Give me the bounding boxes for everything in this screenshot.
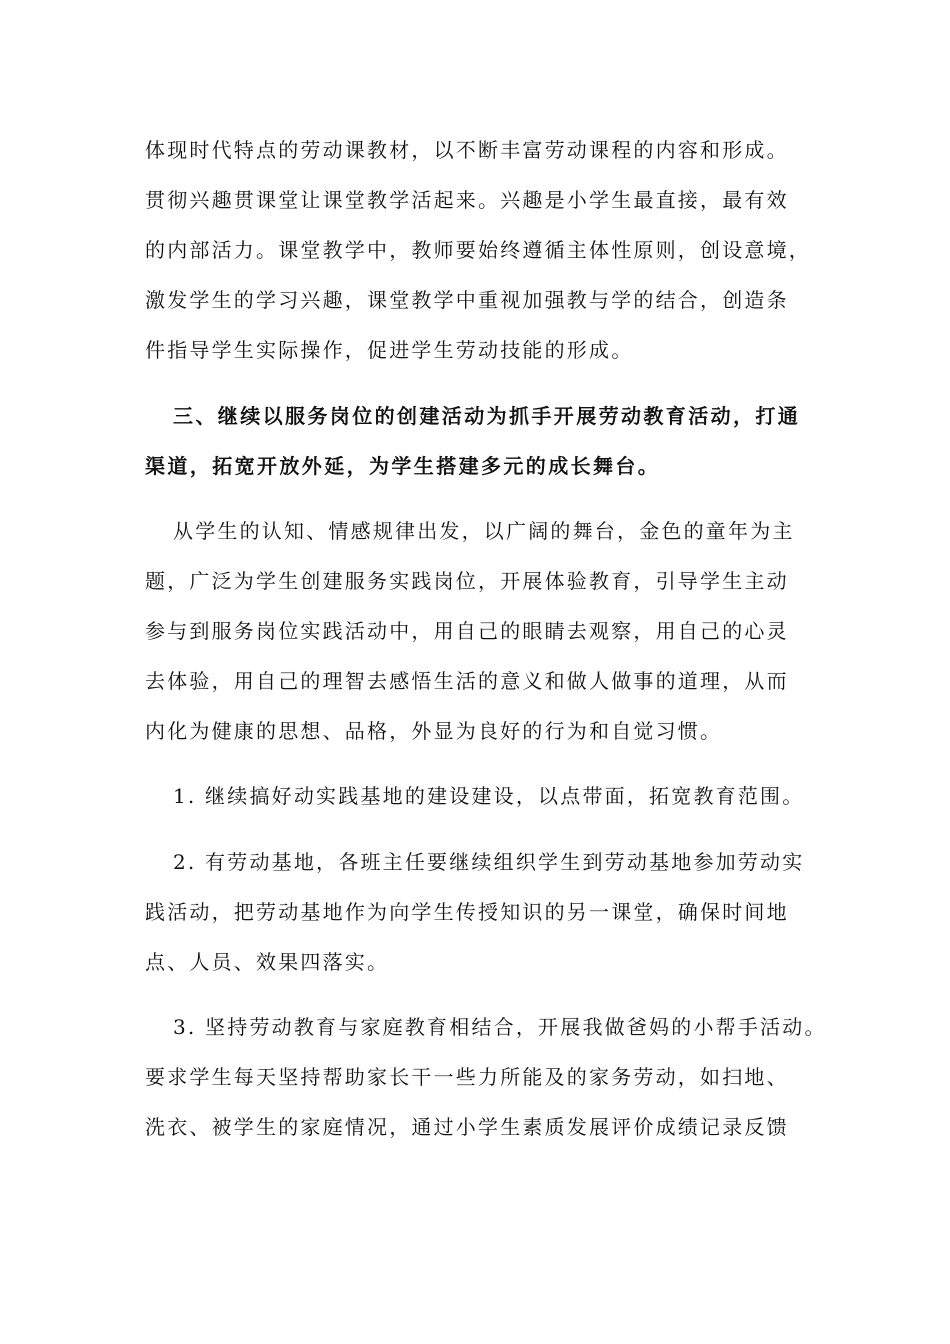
- text-line: 激发学生的学习兴趣，课堂教学中重视加强教与学的结合，创造条: [145, 288, 789, 312]
- section-heading-continued: 渠道，拓宽开放外延，为学生搭建多元的成长舞台。: [145, 454, 661, 478]
- list-item: 3. 坚持劳动教育与家庭教育相结合，开展我做爸妈的小帮手活动。: [173, 1015, 827, 1039]
- text-line: 要求学生每天坚持帮助家长干一些力所能及的家务劳动，如扫地、: [145, 1065, 789, 1089]
- text-line: 践活动，把劳动基地作为向学生传授知识的另一课堂，确保时间地: [145, 900, 789, 924]
- list-item: 2. 有劳动基地，各班主任要继续组织学生到劳动基地参加劳动实: [173, 850, 805, 874]
- text-line: 内化为健康的思想、品格，外显为良好的行为和自觉习惯。: [145, 719, 723, 743]
- list-item: 1. 继续搞好动实践基地的建设建设，以点带面，拓宽教育范围。: [173, 784, 805, 808]
- text-line: 参与到服务岗位实践活动中，用自己的眼睛去观察，用自己的心灵: [145, 619, 789, 643]
- text-line: 体现时代特点的劳动课教材，以不断丰富劳动课程的内容和形成。: [145, 138, 789, 162]
- text-line: 从学生的认知、情感规律出发，以广阔的舞台，金色的童年为主: [173, 519, 795, 543]
- text-line: 题，广泛为学生创建服务实践岗位，开展体验教育，引导学生主动: [145, 569, 789, 593]
- text-line: 洗衣、被学生的家庭情况，通过小学生素质发展评价成绩记录反馈: [145, 1115, 789, 1139]
- section-heading: 三、继续以服务岗位的创建活动为抓手开展劳动教育活动，打通: [173, 404, 801, 428]
- text-line: 贯彻兴趣贯课堂让课堂教学活起来。兴趣是小学生最直接，最有效: [145, 188, 789, 212]
- text-line: 件指导学生实际操作，促进学生劳动技能的形成。: [145, 338, 634, 362]
- text-line: 点、人员、效果四落实。: [145, 950, 390, 974]
- text-line: 的内部活力。课堂教学中，教师要始终遵循主体性原则，创设意境，: [145, 238, 811, 262]
- text-line: 去体验，用自己的理智去感悟生活的意义和做人做事的道理，从而: [145, 669, 789, 693]
